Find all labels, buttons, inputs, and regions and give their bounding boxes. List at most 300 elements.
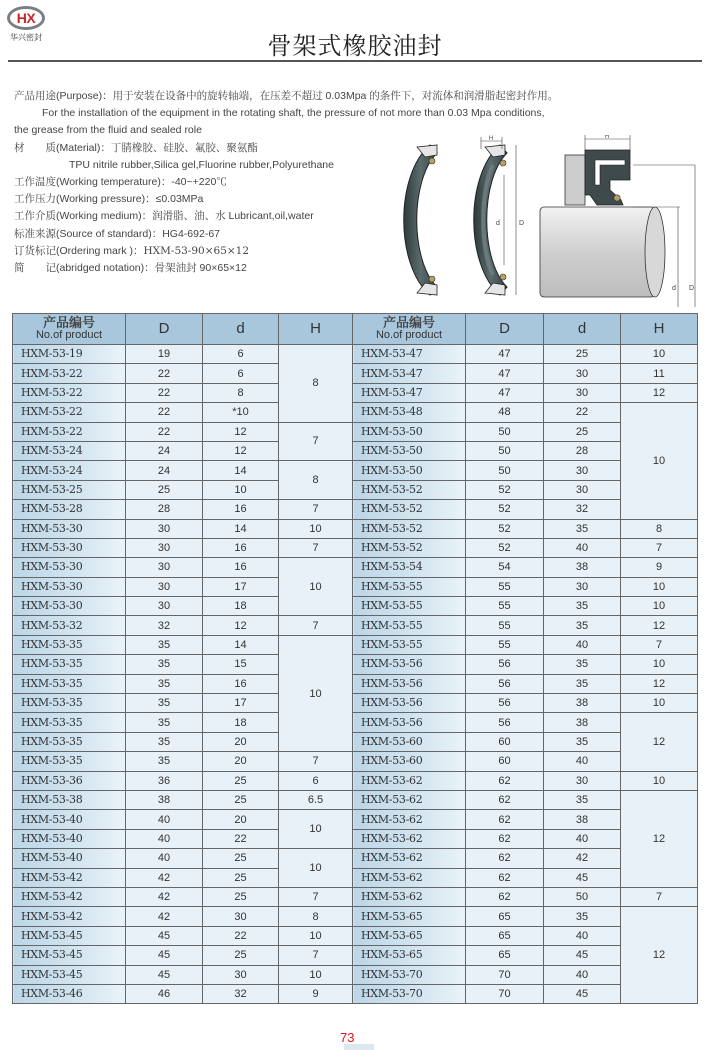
inner-diameter-cell: 18: [203, 597, 279, 616]
table-row: [13, 383, 698, 402]
height-cell: 7: [279, 500, 353, 519]
product-code-cell: HXM-53-30: [13, 558, 126, 577]
inner-diameter-cell: 25: [203, 849, 279, 868]
table-row: [13, 849, 698, 868]
table-row: [13, 790, 698, 809]
outer-diameter-cell: 45: [126, 965, 203, 984]
outer-diameter-cell: 30: [126, 597, 203, 616]
height-cell: 8: [621, 519, 698, 538]
product-code-cell: HXM-53-56: [353, 713, 466, 732]
inner-diameter-cell: 38: [544, 558, 621, 577]
outer-diameter-cell: 60: [466, 752, 544, 771]
table-row: [13, 946, 698, 965]
inner-diameter-cell: 35: [544, 616, 621, 635]
outer-diameter-cell: 62: [466, 887, 544, 906]
outer-diameter-cell: 52: [466, 500, 544, 519]
table-row: [13, 441, 698, 460]
product-code-cell: HXM-53-46: [13, 984, 126, 1003]
outer-diameter-cell: 28: [126, 500, 203, 519]
product-code-cell: HXM-53-52: [353, 519, 466, 538]
product-code-cell: HXM-53-62: [353, 868, 466, 887]
table-row: [13, 480, 698, 499]
height-cell: 8: [279, 907, 353, 926]
product-code-cell: HXM-53-40: [13, 810, 126, 829]
inner-diameter-cell: 38: [544, 713, 621, 732]
height-cell: 7: [621, 887, 698, 906]
product-code-cell: HXM-53-24: [13, 441, 126, 460]
dim-label-h: H: [604, 135, 610, 140]
source-of-standard: 标准来源(Source of standard)：HG4-692-67: [14, 227, 220, 240]
product-code-cell: HXM-53-42: [13, 907, 126, 926]
outer-diameter-cell: 70: [466, 965, 544, 984]
outer-diameter-cell: 36: [126, 771, 203, 790]
product-code-cell: HXM-53-47: [353, 364, 466, 383]
outer-diameter-cell: 55: [466, 597, 544, 616]
height-cell: 9: [279, 984, 353, 1003]
inner-diameter-cell: 16: [203, 500, 279, 519]
inner-diameter-cell: 15: [203, 655, 279, 674]
inner-diameter-cell: 25: [203, 790, 279, 809]
product-code-cell: HXM-53-65: [353, 907, 466, 926]
outer-diameter-cell: 45: [126, 926, 203, 945]
outer-diameter-cell: 35: [126, 655, 203, 674]
product-code-cell: HXM-53-47: [353, 383, 466, 402]
inner-diameter-cell: 35: [544, 674, 621, 693]
height-cell: 10: [279, 635, 353, 751]
outer-diameter-cell: 24: [126, 441, 203, 460]
inner-diameter-cell: 22: [203, 829, 279, 848]
product-code-cell: HXM-53-22: [13, 364, 126, 383]
product-code-cell: HXM-53-65: [353, 946, 466, 965]
outer-diameter-cell: 35: [126, 713, 203, 732]
inner-diameter-cell: 30: [544, 480, 621, 499]
product-code-cell: HXM-53-32: [13, 616, 126, 635]
header-H-left: H: [279, 314, 353, 345]
inner-diameter-cell: 45: [544, 946, 621, 965]
inner-diameter-cell: 17: [203, 577, 279, 596]
outer-diameter-cell: 62: [466, 771, 544, 790]
specification-table: [12, 313, 698, 1004]
outer-diameter-cell: 22: [126, 422, 203, 441]
table-row: [13, 926, 698, 945]
product-code-cell: HXM-53-24: [13, 461, 126, 480]
table-row: [13, 694, 698, 713]
product-code-cell: HXM-53-50: [353, 461, 466, 480]
outer-diameter-cell: 35: [126, 694, 203, 713]
product-code-cell: HXM-53-65: [353, 926, 466, 945]
outer-diameter-cell: 54: [466, 558, 544, 577]
outer-diameter-cell: 22: [126, 383, 203, 402]
purpose-en-line2: the grease from the fluid and sealed role: [14, 124, 202, 137]
inner-diameter-cell: 30: [544, 461, 621, 480]
outer-diameter-cell: 55: [466, 616, 544, 635]
inner-diameter-cell: 8: [203, 383, 279, 402]
title-divider: [8, 60, 702, 62]
height-cell: 7: [279, 616, 353, 635]
product-code-cell: HXM-53-30: [13, 597, 126, 616]
product-code-cell: HXM-53-47: [353, 345, 466, 364]
outer-diameter-cell: 35: [126, 732, 203, 751]
outer-diameter-cell: 42: [126, 868, 203, 887]
product-code-cell: HXM-53-35: [13, 694, 126, 713]
table-row: [13, 907, 698, 926]
height-cell: 7: [621, 635, 698, 654]
logo-text: HX: [16, 10, 36, 26]
table-row: [13, 887, 698, 906]
inner-diameter-cell: 25: [203, 946, 279, 965]
outer-diameter-cell: 30: [126, 519, 203, 538]
inner-diameter-cell: 14: [203, 461, 279, 480]
product-code-cell: HXM-53-52: [353, 480, 466, 499]
table-row: [13, 732, 698, 751]
table-row: [13, 868, 698, 887]
product-code-cell: HXM-53-62: [353, 829, 466, 848]
inner-diameter-cell: 30: [544, 364, 621, 383]
product-code-cell: HXM-53-45: [13, 926, 126, 945]
page-title: 骨架式橡胶油封: [267, 32, 443, 60]
outer-diameter-cell: 62: [466, 829, 544, 848]
table-row: [13, 810, 698, 829]
height-cell: 12: [621, 907, 698, 1004]
height-cell: 10: [621, 655, 698, 674]
product-code-cell: HXM-53-30: [13, 577, 126, 596]
outer-diameter-cell: 52: [466, 538, 544, 557]
height-cell: 7: [279, 538, 353, 557]
inner-diameter-cell: 35: [544, 790, 621, 809]
inner-diameter-cell: 25: [203, 771, 279, 790]
ordering-mark-label: 订货标记(Ordering mark )：: [14, 244, 144, 257]
seal-cross-section: [540, 135, 695, 307]
product-code-cell: HXM-53-35: [13, 732, 126, 751]
height-cell: 10: [279, 810, 353, 849]
shaft: [540, 207, 655, 297]
ordering-mark-value: HXM-53-90×65×12: [143, 244, 250, 257]
table-row: [13, 403, 698, 422]
product-code-cell: HXM-53-70: [353, 965, 466, 984]
product-code-cell: HXM-53-62: [353, 790, 466, 809]
outer-diameter-cell: 22: [126, 403, 203, 422]
inner-diameter-cell: 12: [203, 441, 279, 460]
inner-diameter-cell: 28: [544, 441, 621, 460]
height-cell: 8: [279, 461, 353, 500]
product-code-cell: HXM-53-62: [353, 771, 466, 790]
outer-diameter-cell: 50: [466, 461, 544, 480]
table-row: [13, 364, 698, 383]
product-code-cell: HXM-53-56: [353, 674, 466, 693]
dim-label-D: D: [689, 285, 695, 292]
outer-diameter-cell: 47: [466, 364, 544, 383]
product-code-cell: HXM-53-42: [13, 887, 126, 906]
outer-diameter-cell: 40: [126, 829, 203, 848]
working-temperature: 工作温度(Working temperature)：-40~+220℃: [14, 176, 227, 189]
outer-diameter-cell: 65: [466, 907, 544, 926]
product-code-cell: HXM-53-52: [353, 500, 466, 519]
header-product-left: 产品编号 No.of product: [13, 314, 126, 345]
height-cell: 10: [279, 558, 353, 616]
outer-diameter-cell: 30: [126, 577, 203, 596]
product-code-cell: HXM-53-55: [353, 577, 466, 596]
outer-diameter-cell: 56: [466, 694, 544, 713]
product-code-cell: HXM-53-38: [13, 790, 126, 809]
height-cell: 10: [621, 694, 698, 713]
height-cell: 7: [621, 538, 698, 557]
product-code-cell: HXM-53-60: [353, 732, 466, 751]
outer-diameter-cell: 40: [126, 810, 203, 829]
product-code-cell: HXM-53-28: [13, 500, 126, 519]
inner-diameter-cell: 12: [203, 616, 279, 635]
table-header-row: [13, 314, 698, 345]
table-row: [13, 597, 698, 616]
table-row: [13, 345, 698, 364]
product-code-cell: HXM-53-35: [13, 713, 126, 732]
outer-diameter-cell: 50: [466, 441, 544, 460]
outer-diameter-cell: 62: [466, 868, 544, 887]
product-code-cell: HXM-53-50: [353, 441, 466, 460]
inner-diameter-cell: 50: [544, 887, 621, 906]
inner-diameter-cell: 14: [203, 635, 279, 654]
table-row: [13, 674, 698, 693]
height-cell: 7: [279, 887, 353, 906]
inner-diameter-cell: 30: [544, 383, 621, 402]
outer-diameter-cell: 52: [466, 480, 544, 499]
inner-diameter-cell: 30: [203, 907, 279, 926]
height-cell: 10: [279, 519, 353, 538]
abridged-notation: 简 记(abridged notation)：骨架油封 90×65×12: [14, 262, 247, 275]
inner-diameter-cell: 35: [544, 907, 621, 926]
outer-diameter-cell: 52: [466, 519, 544, 538]
inner-diameter-cell: 17: [203, 694, 279, 713]
table-row: [13, 538, 698, 557]
inner-diameter-cell: 6: [203, 364, 279, 383]
height-cell: 7: [279, 946, 353, 965]
outer-diameter-cell: 62: [466, 849, 544, 868]
inner-diameter-cell: 45: [544, 984, 621, 1003]
height-cell: 11: [621, 364, 698, 383]
purpose-zh: 产品用途(Purpose)：用于安装在设备中的旋转轴端，在压差不超过 0.03Mpa 的条件下，对流体和润滑脂起密封作用。: [14, 90, 559, 102]
table-row: [13, 984, 698, 1003]
inner-diameter-cell: 35: [544, 655, 621, 674]
inner-diameter-cell: 25: [203, 887, 279, 906]
inner-diameter-cell: 40: [544, 538, 621, 557]
product-code-cell: HXM-53-22: [13, 383, 126, 402]
inner-diameter-cell: 30: [203, 965, 279, 984]
inner-diameter-cell: 12: [203, 422, 279, 441]
height-cell: 12: [621, 790, 698, 887]
oil-seal-diagram: [385, 135, 705, 310]
height-cell: 9: [621, 558, 698, 577]
table-row: [13, 752, 698, 771]
outer-diameter-cell: 19: [126, 345, 203, 364]
product-code-cell: HXM-53-35: [13, 752, 126, 771]
product-code-cell: HXM-53-45: [13, 946, 126, 965]
working-pressure: 工作压力(Working pressure)：≤0.03MPa: [14, 193, 204, 206]
inner-diameter-cell: 20: [203, 752, 279, 771]
product-code-cell: HXM-53-35: [13, 655, 126, 674]
table-row: [13, 655, 698, 674]
outer-diameter-cell: 62: [466, 810, 544, 829]
logo-subtitle: 华兴密封: [10, 33, 42, 42]
inner-diameter-cell: 25: [544, 345, 621, 364]
height-cell: 8: [279, 345, 353, 423]
inner-diameter-cell: 45: [544, 868, 621, 887]
outer-diameter-cell: 48: [466, 403, 544, 422]
inner-diameter-cell: 10: [203, 480, 279, 499]
product-code-cell: HXM-53-56: [353, 655, 466, 674]
height-cell: 12: [621, 674, 698, 693]
outer-diameter-cell: 30: [126, 558, 203, 577]
height-cell: 12: [621, 713, 698, 771]
outer-diameter-cell: 65: [466, 946, 544, 965]
dim-label-d-small: d: [496, 220, 500, 227]
material-zh: 材 质(Material)：丁腈橡胶、硅胶、氟胶、聚氨酯: [14, 141, 258, 154]
product-code-cell: HXM-53-70: [353, 984, 466, 1003]
header-d-left: d: [203, 314, 279, 345]
inner-diameter-cell: 32: [544, 500, 621, 519]
outer-diameter-cell: 62: [466, 790, 544, 809]
outer-diameter-cell: 42: [126, 887, 203, 906]
outer-diameter-cell: 70: [466, 984, 544, 1003]
inner-diameter-cell: 20: [203, 810, 279, 829]
height-cell: 10: [279, 965, 353, 984]
height-cell: 10: [621, 771, 698, 790]
product-code-cell: HXM-53-62: [353, 887, 466, 906]
header-D-left: D: [126, 314, 203, 345]
header-product-right: 产品编号 No.of product: [353, 314, 466, 345]
inner-diameter-cell: 40: [544, 926, 621, 945]
outer-diameter-cell: 45: [126, 946, 203, 965]
outer-diameter-cell: 46: [126, 984, 203, 1003]
height-cell: 6.5: [279, 790, 353, 809]
outer-diameter-cell: 56: [466, 713, 544, 732]
page-number: 73: [340, 1030, 355, 1045]
inner-diameter-cell: 40: [544, 752, 621, 771]
product-code-cell: HXM-53-35: [13, 635, 126, 654]
height-cell: 10: [279, 849, 353, 888]
inner-diameter-cell: 40: [544, 635, 621, 654]
product-code-cell: HXM-53-22: [13, 403, 126, 422]
product-code-cell: HXM-53-30: [13, 519, 126, 538]
product-code-cell: HXM-53-52: [353, 538, 466, 557]
table-row: [13, 519, 698, 538]
inner-diameter-cell: 38: [544, 810, 621, 829]
purpose-en-line1: For the installation of the equipment in the rotating shaft, the pressure of not more than 0.03 Mpa conditions,: [42, 107, 545, 120]
inner-diameter-cell: 35: [544, 519, 621, 538]
outer-diameter-cell: 35: [126, 635, 203, 654]
product-code-cell: HXM-53-19: [13, 345, 126, 364]
product-code-cell: HXM-53-35: [13, 674, 126, 693]
inner-diameter-cell: *10: [203, 403, 279, 422]
seal-half-view-1: [404, 145, 437, 295]
product-code-cell: HXM-53-48: [353, 403, 466, 422]
table-row: [13, 461, 698, 480]
working-medium: 工作介质(Working medium)：润滑脂、油、水 Lubricant,oil,water: [14, 210, 314, 223]
outer-diameter-cell: 55: [466, 635, 544, 654]
product-code-cell: HXM-53-62: [353, 810, 466, 829]
inner-diameter-cell: 25: [203, 868, 279, 887]
product-code-cell: HXM-53-55: [353, 616, 466, 635]
product-code-cell: HXM-53-40: [13, 829, 126, 848]
outer-diameter-cell: 42: [126, 907, 203, 926]
inner-diameter-cell: 6: [203, 345, 279, 364]
outer-diameter-cell: 60: [466, 732, 544, 751]
table-row: [13, 771, 698, 790]
height-cell: 6: [279, 771, 353, 790]
product-code-cell: HXM-53-56: [353, 694, 466, 713]
inner-diameter-cell: 38: [544, 694, 621, 713]
product-code-cell: HXM-53-40: [13, 849, 126, 868]
header-D-right: D: [466, 314, 544, 345]
table-row: [13, 422, 698, 441]
outer-diameter-cell: 35: [126, 674, 203, 693]
product-code-cell: HXM-53-30: [13, 538, 126, 557]
outer-diameter-cell: 40: [126, 849, 203, 868]
header-H-right: H: [621, 314, 698, 345]
product-code-cell: HXM-53-42: [13, 868, 126, 887]
outer-diameter-cell: 30: [126, 538, 203, 557]
outer-diameter-cell: 47: [466, 345, 544, 364]
product-code-cell: HXM-53-36: [13, 771, 126, 790]
product-code-cell: HXM-53-45: [13, 965, 126, 984]
height-cell: 10: [279, 926, 353, 945]
outer-diameter-cell: 25: [126, 480, 203, 499]
product-code-cell: HXM-53-55: [353, 597, 466, 616]
height-cell: 7: [279, 752, 353, 771]
material-en: TPU nitrile rubber,Silica gel,Fluorine rubber,Polyurethane: [69, 158, 334, 171]
outer-diameter-cell: 47: [466, 383, 544, 402]
inner-diameter-cell: 22: [203, 926, 279, 945]
table-row: [13, 713, 698, 732]
height-cell: 12: [621, 616, 698, 635]
inner-diameter-cell: 40: [544, 829, 621, 848]
product-code-cell: HXM-53-22: [13, 422, 126, 441]
product-code-cell: HXM-53-60: [353, 752, 466, 771]
inner-diameter-cell: 22: [544, 403, 621, 422]
outer-diameter-cell: 35: [126, 752, 203, 771]
height-cell: 10: [621, 403, 698, 519]
inner-diameter-cell: 40: [544, 965, 621, 984]
table-row: [13, 829, 698, 848]
inner-diameter-cell: 32: [203, 984, 279, 1003]
dim-label-d: d: [672, 285, 676, 292]
inner-diameter-cell: 30: [544, 771, 621, 790]
outer-diameter-cell: 38: [126, 790, 203, 809]
inner-diameter-cell: 35: [544, 597, 621, 616]
height-cell: 10: [621, 597, 698, 616]
inner-diameter-cell: 18: [203, 713, 279, 732]
outer-diameter-cell: 24: [126, 461, 203, 480]
height-cell: 7: [279, 422, 353, 461]
table-row: [13, 577, 698, 596]
product-code-cell: HXM-53-62: [353, 849, 466, 868]
height-cell: 10: [621, 577, 698, 596]
inner-diameter-cell: 14: [203, 519, 279, 538]
inner-diameter-cell: 25: [544, 422, 621, 441]
seal-half-view-2: [474, 136, 524, 295]
header-d-right: d: [544, 314, 621, 345]
outer-diameter-cell: 56: [466, 655, 544, 674]
product-code-cell: HXM-53-55: [353, 635, 466, 654]
table-row: [13, 500, 698, 519]
outer-diameter-cell: 55: [466, 577, 544, 596]
inner-diameter-cell: 16: [203, 558, 279, 577]
product-code-cell: HXM-53-54: [353, 558, 466, 577]
product-code-cell: HXM-53-50: [353, 422, 466, 441]
inner-diameter-cell: 42: [544, 849, 621, 868]
dim-label-D-small: D: [519, 220, 525, 227]
inner-diameter-cell: 16: [203, 538, 279, 557]
outer-diameter-cell: 65: [466, 926, 544, 945]
height-cell: 10: [621, 345, 698, 364]
